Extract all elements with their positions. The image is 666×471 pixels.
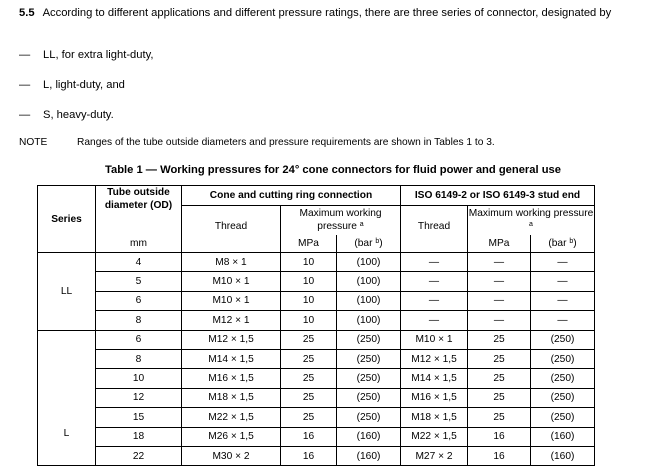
table-cell: M18 × 1,5 bbox=[182, 388, 281, 407]
table-cell: 25 bbox=[468, 408, 531, 427]
table-cell: (100) bbox=[337, 291, 401, 310]
table-cell: — bbox=[401, 253, 468, 272]
header-stud-mpa: MPa bbox=[468, 235, 531, 253]
table-cell: — bbox=[401, 291, 468, 310]
pressure-table bbox=[37, 185, 595, 466]
table-cell: 12 bbox=[96, 388, 182, 407]
table-cell: — bbox=[468, 253, 531, 272]
section-paragraph bbox=[19, 6, 649, 21]
table-cell: 18 bbox=[96, 427, 182, 446]
table-cell: M22 × 1,5 bbox=[182, 408, 281, 427]
table-cell: — bbox=[531, 311, 595, 330]
table-cell: — bbox=[401, 311, 468, 330]
table-cell: 10 bbox=[96, 369, 182, 388]
table-cell: M14 × 1,5 bbox=[182, 349, 281, 368]
note-label: NOTE bbox=[19, 137, 48, 148]
table-cell: (160) bbox=[337, 446, 401, 465]
table-cell: 4 bbox=[96, 253, 182, 272]
header-od-unit: mm bbox=[96, 235, 182, 253]
table-cell: (100) bbox=[337, 311, 401, 330]
header-cone-pressure: Maximum working pressure $^a$ bbox=[281, 206, 401, 235]
table-cell: M12 × 1 bbox=[182, 311, 281, 330]
table-cell: M22 × 1,5 bbox=[401, 427, 468, 446]
table-cell: 6 bbox=[96, 291, 182, 310]
header-stud-bar: (bar $^b$) bbox=[531, 235, 595, 253]
table-cell: (250) bbox=[337, 388, 401, 407]
series-cell: L bbox=[38, 330, 96, 466]
table-cell: M26 × 1,5 bbox=[182, 427, 281, 446]
header-cone-mpa: MPa bbox=[281, 235, 337, 253]
section-number: 5.5 bbox=[19, 7, 35, 19]
table-cell: (250) bbox=[531, 408, 595, 427]
header-series: Series bbox=[38, 186, 96, 253]
table-cell: 16 bbox=[281, 446, 337, 465]
list-item-text: LL, for extra light-duty, bbox=[43, 49, 154, 61]
table-cell: 25 bbox=[468, 369, 531, 388]
table-cell: (250) bbox=[531, 388, 595, 407]
note bbox=[19, 137, 495, 148]
table-cell: 25 bbox=[468, 330, 531, 349]
table-cell: M10 × 1 bbox=[182, 272, 281, 291]
table-cell: (250) bbox=[337, 369, 401, 388]
table-cell: 15 bbox=[96, 408, 182, 427]
list-item bbox=[19, 49, 153, 61]
table-cell: (250) bbox=[337, 408, 401, 427]
table-row bbox=[38, 388, 595, 407]
table-cell: (250) bbox=[337, 330, 401, 349]
table-cell: 25 bbox=[281, 349, 337, 368]
table-row bbox=[38, 349, 595, 368]
table-body bbox=[38, 253, 595, 466]
table-cell: 16 bbox=[468, 427, 531, 446]
table-cell: — bbox=[401, 272, 468, 291]
table-cell: 25 bbox=[281, 388, 337, 407]
list-item-text: L, light-duty, and bbox=[43, 79, 125, 91]
table-cell: 10 bbox=[281, 272, 337, 291]
table-row bbox=[38, 427, 595, 446]
table-cell: M30 × 2 bbox=[182, 446, 281, 465]
table-cell: — bbox=[531, 291, 595, 310]
table-cell: M16 × 1,5 bbox=[401, 388, 468, 407]
table-cell: 6 bbox=[96, 330, 182, 349]
table-cell: (100) bbox=[337, 253, 401, 272]
table-cell: 25 bbox=[281, 369, 337, 388]
table-row bbox=[38, 291, 595, 310]
table-cell: 25 bbox=[468, 349, 531, 368]
header-cone-bar: (bar $^b$) bbox=[337, 235, 401, 253]
table-cell: M12 × 1,5 bbox=[182, 330, 281, 349]
table-cell: M14 × 1,5 bbox=[401, 369, 468, 388]
table-caption: Table 1 — Working pressures for 24° cone connectors for fluid power and general use bbox=[104, 164, 561, 176]
table-row bbox=[38, 408, 595, 427]
table-cell: M10 × 1 bbox=[182, 291, 281, 310]
table-cell: 25 bbox=[281, 408, 337, 427]
table-row bbox=[38, 446, 595, 465]
header-stud-pressure: Maximum working pressure $^a$ bbox=[468, 206, 595, 235]
series-cell: LL bbox=[38, 253, 96, 331]
table-cell: M12 × 1,5 bbox=[401, 349, 468, 368]
table-cell: 10 bbox=[281, 311, 337, 330]
table-cell: — bbox=[531, 253, 595, 272]
table-cell: (100) bbox=[337, 272, 401, 291]
header-cone-group: Cone and cutting ring connection bbox=[182, 186, 401, 206]
table-cell: 16 bbox=[468, 446, 531, 465]
table-cell: M10 × 1 bbox=[401, 330, 468, 349]
table-cell: 22 bbox=[96, 446, 182, 465]
table-row bbox=[38, 330, 595, 349]
header-cone-thread: Thread bbox=[182, 206, 281, 253]
list-dash: — bbox=[19, 79, 31, 91]
table-cell: 10 bbox=[281, 291, 337, 310]
table-cell: 25 bbox=[281, 330, 337, 349]
list-item bbox=[19, 109, 114, 121]
table-cell: M8 × 1 bbox=[182, 253, 281, 272]
table-cell: (160) bbox=[531, 427, 595, 446]
table-row bbox=[38, 369, 595, 388]
header-stud-thread: Thread bbox=[401, 206, 468, 253]
table-cell: 16 bbox=[281, 427, 337, 446]
table-cell: 8 bbox=[96, 311, 182, 330]
table-cell: (160) bbox=[531, 446, 595, 465]
table-cell: M18 × 1,5 bbox=[401, 408, 468, 427]
section-text: According to different applications and different pressure ratings, there are three series of connector, designated by bbox=[42, 7, 612, 19]
table-cell: (250) bbox=[531, 369, 595, 388]
list-dash: — bbox=[19, 49, 31, 61]
table-cell: M16 × 1,5 bbox=[182, 369, 281, 388]
table-row bbox=[38, 253, 595, 272]
table-cell: (250) bbox=[531, 330, 595, 349]
header-od: Tube outside diameter (OD) bbox=[96, 186, 182, 235]
table-cell: (160) bbox=[337, 427, 401, 446]
note-text: Ranges of the tube outside diameters and pressure requirements are shown in Tables 1 to 3. bbox=[77, 137, 495, 148]
table-row bbox=[38, 311, 595, 330]
table-cell: — bbox=[531, 272, 595, 291]
table-cell: 25 bbox=[468, 388, 531, 407]
list-item bbox=[19, 79, 125, 91]
table-cell: — bbox=[468, 272, 531, 291]
table-cell: — bbox=[468, 291, 531, 310]
list-dash: — bbox=[19, 109, 31, 121]
table-cell: 5 bbox=[96, 272, 182, 291]
table-cell: 10 bbox=[281, 253, 337, 272]
table-cell: (250) bbox=[531, 349, 595, 368]
table-row bbox=[38, 272, 595, 291]
table-cell: (250) bbox=[337, 349, 401, 368]
table-cell: 8 bbox=[96, 349, 182, 368]
table-cell: — bbox=[468, 311, 531, 330]
list-item-text: S, heavy-duty. bbox=[43, 109, 114, 121]
header-stud-group: ISO 6149-2 or ISO 6149-3 stud end bbox=[401, 186, 595, 206]
table-cell: M27 × 2 bbox=[401, 446, 468, 465]
